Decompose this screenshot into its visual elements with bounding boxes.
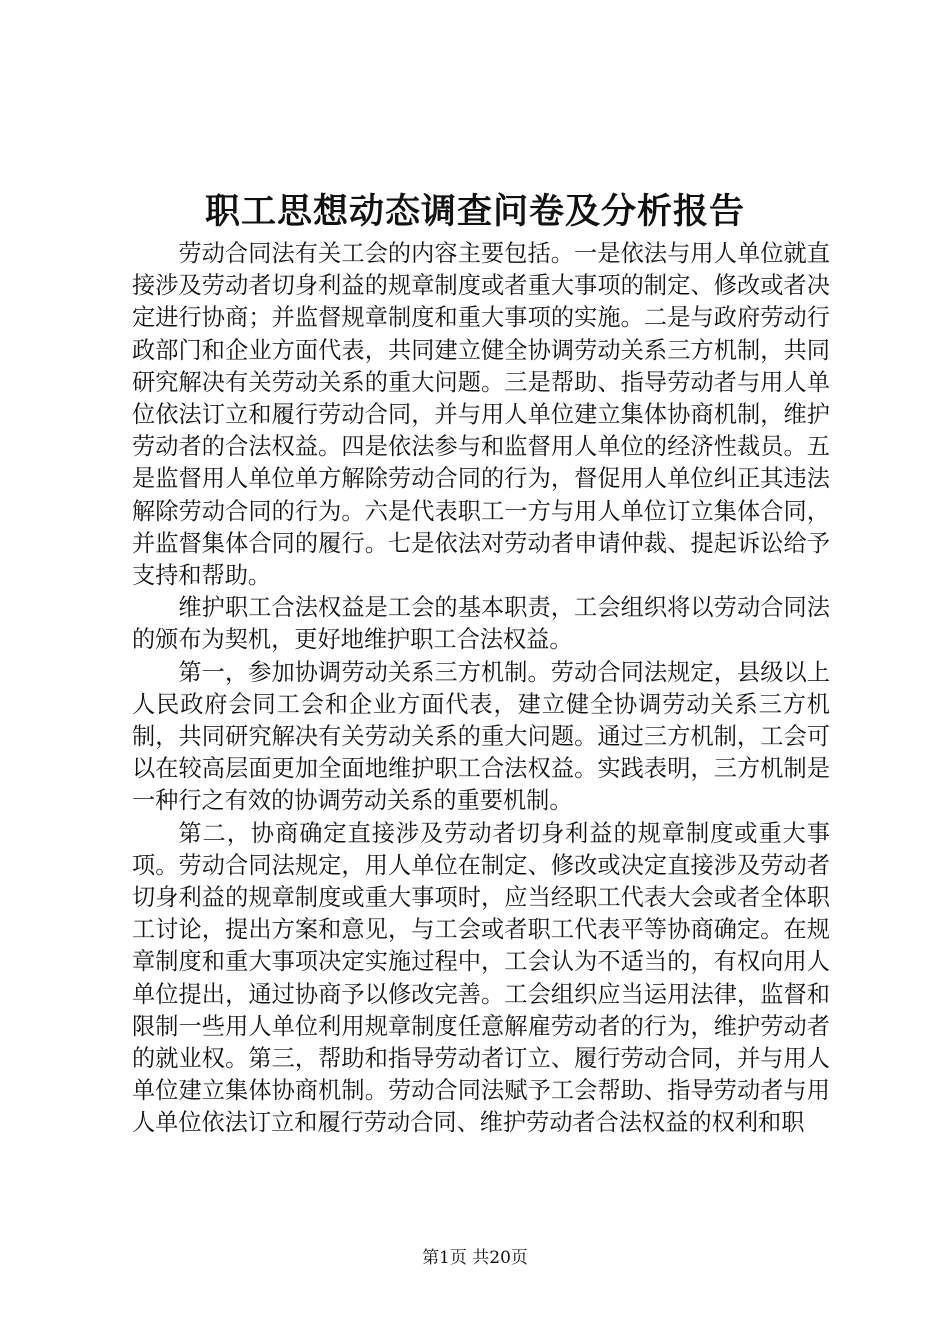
- paragraph-2: 维护职工合法权益是工会的基本职责，工会组织将以劳动合同法的颁布为契机，更好地维护职工合法权益。: [132, 594, 830, 654]
- paragraph-3: 第一，参加协调劳动关系三方机制。劳动合同法规定，县级以上人民政府会同工会和企业方面代表，建立健全协调劳动关系三方机制，共同研究解决有关劳动关系的重大问题。通过三方机制，工会可以在较高层面更加全面地维护职工合法权益。实践表明，三方机制是一种行之有效的协调劳动关系的重要机制。: [132, 658, 830, 815]
- page-footer: 第1页 共20页: [422, 1248, 528, 1268]
- paragraph-1: 劳动合同法有关工会的内容主要包括。一是依法与用人单位就直接涉及劳动者切身利益的规章制度或者重大事项的制定、修改或者决定进行协商；并监督规章制度和重大事项的实施。二是与政府劳动行政部门和企业方面代表，共同建立健全协调劳动关系三方机制，共同研究解决有关劳动关系的重大问题。三是帮助、指导劳动者与用人单位依法订立和履行劳动合同，并与用人单位建立集体协商机制，维护劳动者的合法权益。四是依法参与和监督用人单位的经济性裁员。五是监督用人单位单方解除劳动合同的行为，督促用人单位纠正其违法解除劳动合同的行为。六是代表职工一方与用人单位订立集体合同，并监督集体合同的履行。七是依法对劳动者申请仲裁、提起诉讼给予支持和帮助。: [132, 240, 830, 590]
- page-title: 职工思想动态调查问卷及分析报告: [204, 191, 745, 232]
- paragraph-4: 第二，协商确定直接涉及劳动者切身利益的规章制度或重大事项。劳动合同法规定，用人单位在制定、修改或决定直接涉及劳动者切身利益的规章制度或重大事项时，应当经职工代表大会或者全体职工讨论，提出方案和意见，与工会或者职工代表平等协商确定。在规章制度和重大事项决定实施过程中，工会认为不适当的，有权向用人单位提出，通过协商予以修改完善。工会组织应当运用法律，监督和限制一些用人单位利用规章制度任意解雇劳动者的行为，维护劳动者的就业权。第三，帮助和指导劳动者订立、履行劳动合同，并与用人单位建立集体协商机制。劳动合同法赋予工会帮助、指导劳动者与用人单位依法订立和履行劳动合同、维护劳动者合法权益的权利和职: [132, 819, 830, 1137]
- document-body: [132, 238, 830, 1140]
